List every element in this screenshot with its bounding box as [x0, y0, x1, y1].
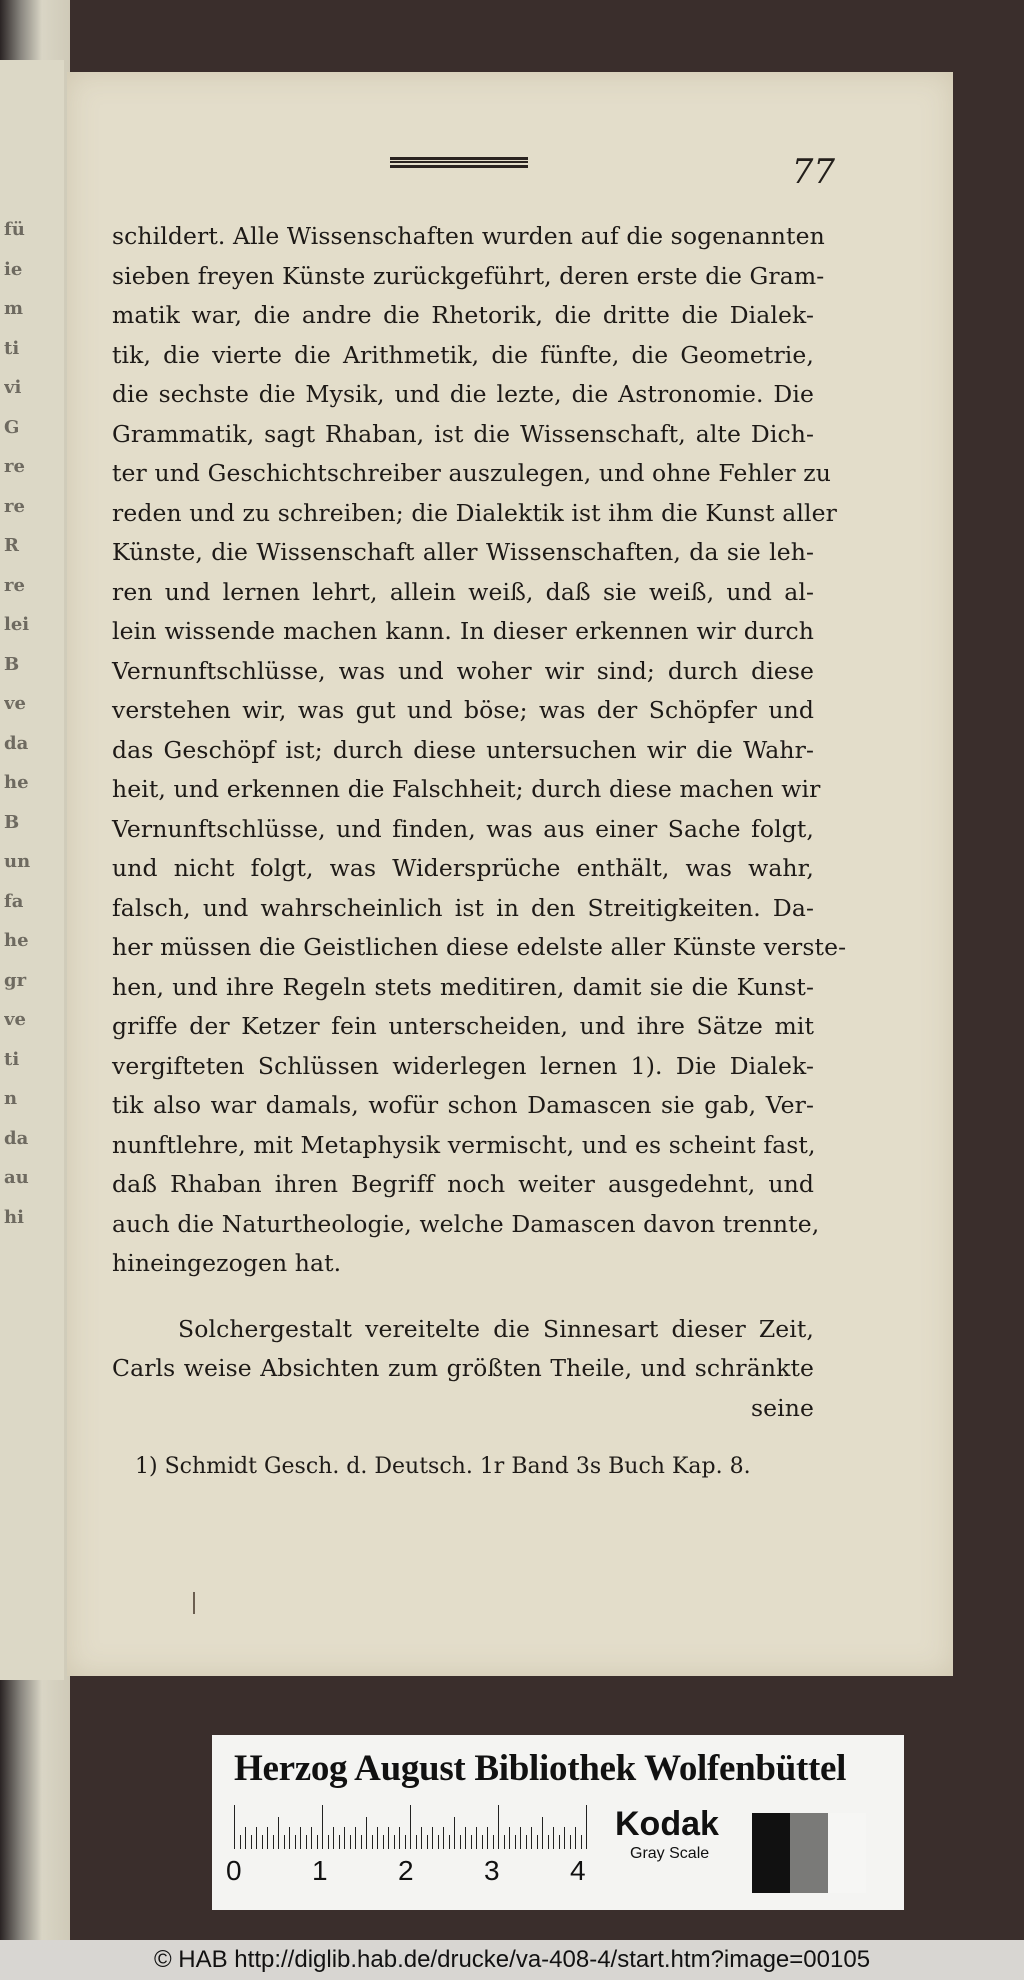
text-line: matik war, die andre die Rhetorik, die dritte die Dialek- — [112, 301, 814, 329]
ruler-tick — [388, 1827, 389, 1849]
text-line: tik also war damals, wofür schon Damascen sie gab, Ver- — [112, 1091, 814, 1119]
ruler-tick — [498, 1805, 499, 1849]
body-text — [112, 217, 847, 1428]
text-line: ter und Geschichtschreiber auszulegen, und ohne Fehler zu — [112, 459, 831, 487]
ruler-tick — [234, 1805, 235, 1849]
header-rule — [390, 157, 528, 168]
footnote: 1) Schmidt Gesch. d. Deutsch. 1r Band 3s Buch Kap. 8. — [135, 1454, 751, 1479]
ruler-tick — [421, 1827, 422, 1849]
ruler-tick — [399, 1827, 400, 1849]
text-line: hineingezogen hat. — [112, 1249, 342, 1277]
text-line: heit, und erkennen die Falschheit; durch diese machen wir — [112, 775, 821, 803]
ruler-tick — [333, 1827, 334, 1849]
ruler-tick — [476, 1827, 477, 1849]
text-line: Grammatik, sagt Rhaban, ist die Wissenschaft, alte Dich- — [112, 419, 814, 448]
text-line: Vernunftschlüsse, und finden, was aus einer Sache folgt, — [112, 814, 814, 843]
ruler-tick — [460, 1835, 461, 1849]
ruler-tick — [339, 1835, 340, 1849]
ruler-tick — [306, 1835, 307, 1849]
ruler-tick — [317, 1835, 318, 1849]
ruler-tick — [526, 1835, 527, 1849]
ruler-tick — [553, 1827, 554, 1849]
text-line: verstehen wir, was gut und böse; was der Schöpfer und — [112, 696, 814, 724]
ruler-tick — [504, 1835, 505, 1849]
ruler-tick — [487, 1827, 488, 1849]
ruler-tick — [515, 1835, 516, 1849]
ruler-tick — [262, 1835, 263, 1849]
ruler-tick — [284, 1835, 285, 1849]
ruler-tick — [575, 1827, 576, 1849]
text-line: Künste, die Wissenschaft aller Wissenschaften, da sie leh- — [112, 538, 814, 566]
ruler-tick — [509, 1827, 510, 1849]
ruler-scale — [234, 1805, 602, 1849]
ruler-tick — [251, 1835, 252, 1849]
text-line: falsch, und wahrscheinlich ist in den Streitigkeiten. Da- — [112, 893, 814, 922]
text-line: das Geschöpf ist; durch diese untersuchen wir die Wahr- — [112, 735, 814, 764]
ruler-tick — [432, 1827, 433, 1849]
ruler-label: 0 — [226, 1855, 242, 1886]
ruler-tick — [581, 1835, 582, 1849]
gray-scale-label: Gray Scale — [630, 1845, 710, 1862]
ruler-tick — [454, 1817, 455, 1849]
ruler-tick — [372, 1835, 373, 1849]
ruler-tick — [559, 1835, 560, 1849]
ruler-label: 4 — [570, 1855, 586, 1886]
ruler-tick — [344, 1827, 345, 1849]
ruler-tick — [361, 1835, 362, 1849]
ruler-tick — [278, 1817, 279, 1849]
ruler-label: 1 — [312, 1855, 328, 1886]
text-line: hen, und ihre Regeln stets meditiren, damit sie die Kunst- — [112, 972, 814, 1001]
ruler-tick — [465, 1827, 466, 1849]
ruler-tick — [350, 1835, 351, 1849]
ruler-tick — [377, 1827, 378, 1849]
text-line: nunftlehre, mit Metaphysik vermischt, und es scheint fast, — [112, 1130, 816, 1159]
ruler-tick — [520, 1827, 521, 1849]
color-target-card — [212, 1735, 904, 1910]
text-line: tik, die vierte die Arithmetik, die fünfte, die Geometrie, — [112, 340, 814, 369]
text-line: schildert. Alle Wissenschaften wurden auf die sogenannten — [112, 222, 825, 250]
book-page — [67, 72, 953, 1676]
ruler-tick — [295, 1835, 296, 1849]
ruler-tick — [256, 1827, 257, 1849]
text-line: die sechste die Mysik, und die lezte, die Astronomie. Die — [112, 380, 814, 408]
text-line: vergifteten Schlüssen widerlegen lernen 1). Die Dialek- — [112, 1051, 814, 1080]
ruler-tick — [471, 1835, 472, 1849]
text-line: griffe der Ketzer fein unterscheiden, und ihre Sätze mit — [112, 1012, 814, 1040]
ruler-tick — [328, 1835, 329, 1849]
ruler-tick — [449, 1835, 450, 1849]
ruler-tick — [267, 1827, 268, 1849]
ruler-tick — [542, 1817, 543, 1849]
copyright-footer: © HAB http://diglib.hab.de/drucke/va-408-4/start.htm?image=00105 — [0, 1940, 1024, 1980]
ruler-tick — [300, 1827, 301, 1849]
library-name: Herzog August Bibliothek Wolfenbüttel — [234, 1748, 847, 1789]
ruler-tick — [383, 1835, 384, 1849]
text-line: Vernunftschlüsse, was und woher wir sind; durch diese — [112, 656, 814, 685]
gray-patch-white — [828, 1813, 866, 1893]
catchword: seine — [750, 1393, 814, 1422]
ruler-tick — [482, 1835, 483, 1849]
ruler-tick — [570, 1835, 571, 1849]
ruler-tick — [410, 1805, 411, 1849]
gray-patch-black — [752, 1813, 790, 1893]
ruler-tick — [405, 1835, 406, 1849]
text-line: sieben freyen Künste zurückgeführt, deren erste die Gram- — [112, 261, 825, 290]
ruler-tick — [355, 1827, 356, 1849]
ruler-tick — [537, 1835, 538, 1849]
ruler-tick — [548, 1835, 549, 1849]
text-line: lein wissende machen kann. In dieser erkennen wir durch — [112, 617, 814, 645]
ruler-tick — [366, 1817, 367, 1849]
ruler-tick — [438, 1835, 439, 1849]
text-line: auch die Naturtheologie, welche Damascen davon trennte, — [112, 1209, 820, 1238]
text-line: Carls weise Absichten zum größten Theile, und schränkte — [112, 1354, 814, 1382]
ruler-tick — [427, 1835, 428, 1849]
facing-page-bleed-text: fü ie m ti vi G re re R re lei B ve da he B un fa he gr ve ti n da au hi — [4, 219, 30, 1228]
paragraph-gap — [112, 1284, 814, 1310]
text-line: her müssen die Geistlichen diese edelste aller Künste verste- — [112, 933, 847, 961]
gray-patch-mid — [790, 1813, 828, 1893]
ruler-tick — [586, 1805, 587, 1849]
ruler-tick — [394, 1835, 395, 1849]
text-line: und nicht folgt, was Widersprüche enthält, was wahr, — [112, 854, 814, 882]
text-line: ren und lernen lehrt, allein weiß, daß sie weiß, und al- — [112, 577, 814, 606]
ruler-tick — [311, 1827, 312, 1849]
kodak-logo: Kodak — [615, 1805, 719, 1843]
ruler-label: 2 — [398, 1855, 414, 1886]
ruler-tick — [443, 1827, 444, 1849]
text-line: daß Rhaban ihren Begriff noch weiter ausgedehnt, und — [112, 1170, 814, 1198]
ruler-tick — [416, 1835, 417, 1849]
ruler-tick — [289, 1827, 290, 1849]
ruler-tick — [273, 1835, 274, 1849]
page-number: 77 — [791, 152, 835, 192]
ruler-tick — [240, 1835, 241, 1849]
ruler-tick — [564, 1827, 565, 1849]
pencil-mark — [193, 1592, 195, 1614]
ruler-tick — [493, 1835, 494, 1849]
ruler-tick — [531, 1827, 532, 1849]
text-line: reden und zu schreiben; die Dialektik ist ihm die Kunst aller — [112, 498, 837, 527]
ruler-label: 3 — [484, 1855, 500, 1886]
ruler-tick — [245, 1827, 246, 1849]
text-line: Solchergestalt vereitelte die Sinnesart dieser Zeit, — [178, 1314, 814, 1343]
ruler-tick — [322, 1805, 323, 1849]
